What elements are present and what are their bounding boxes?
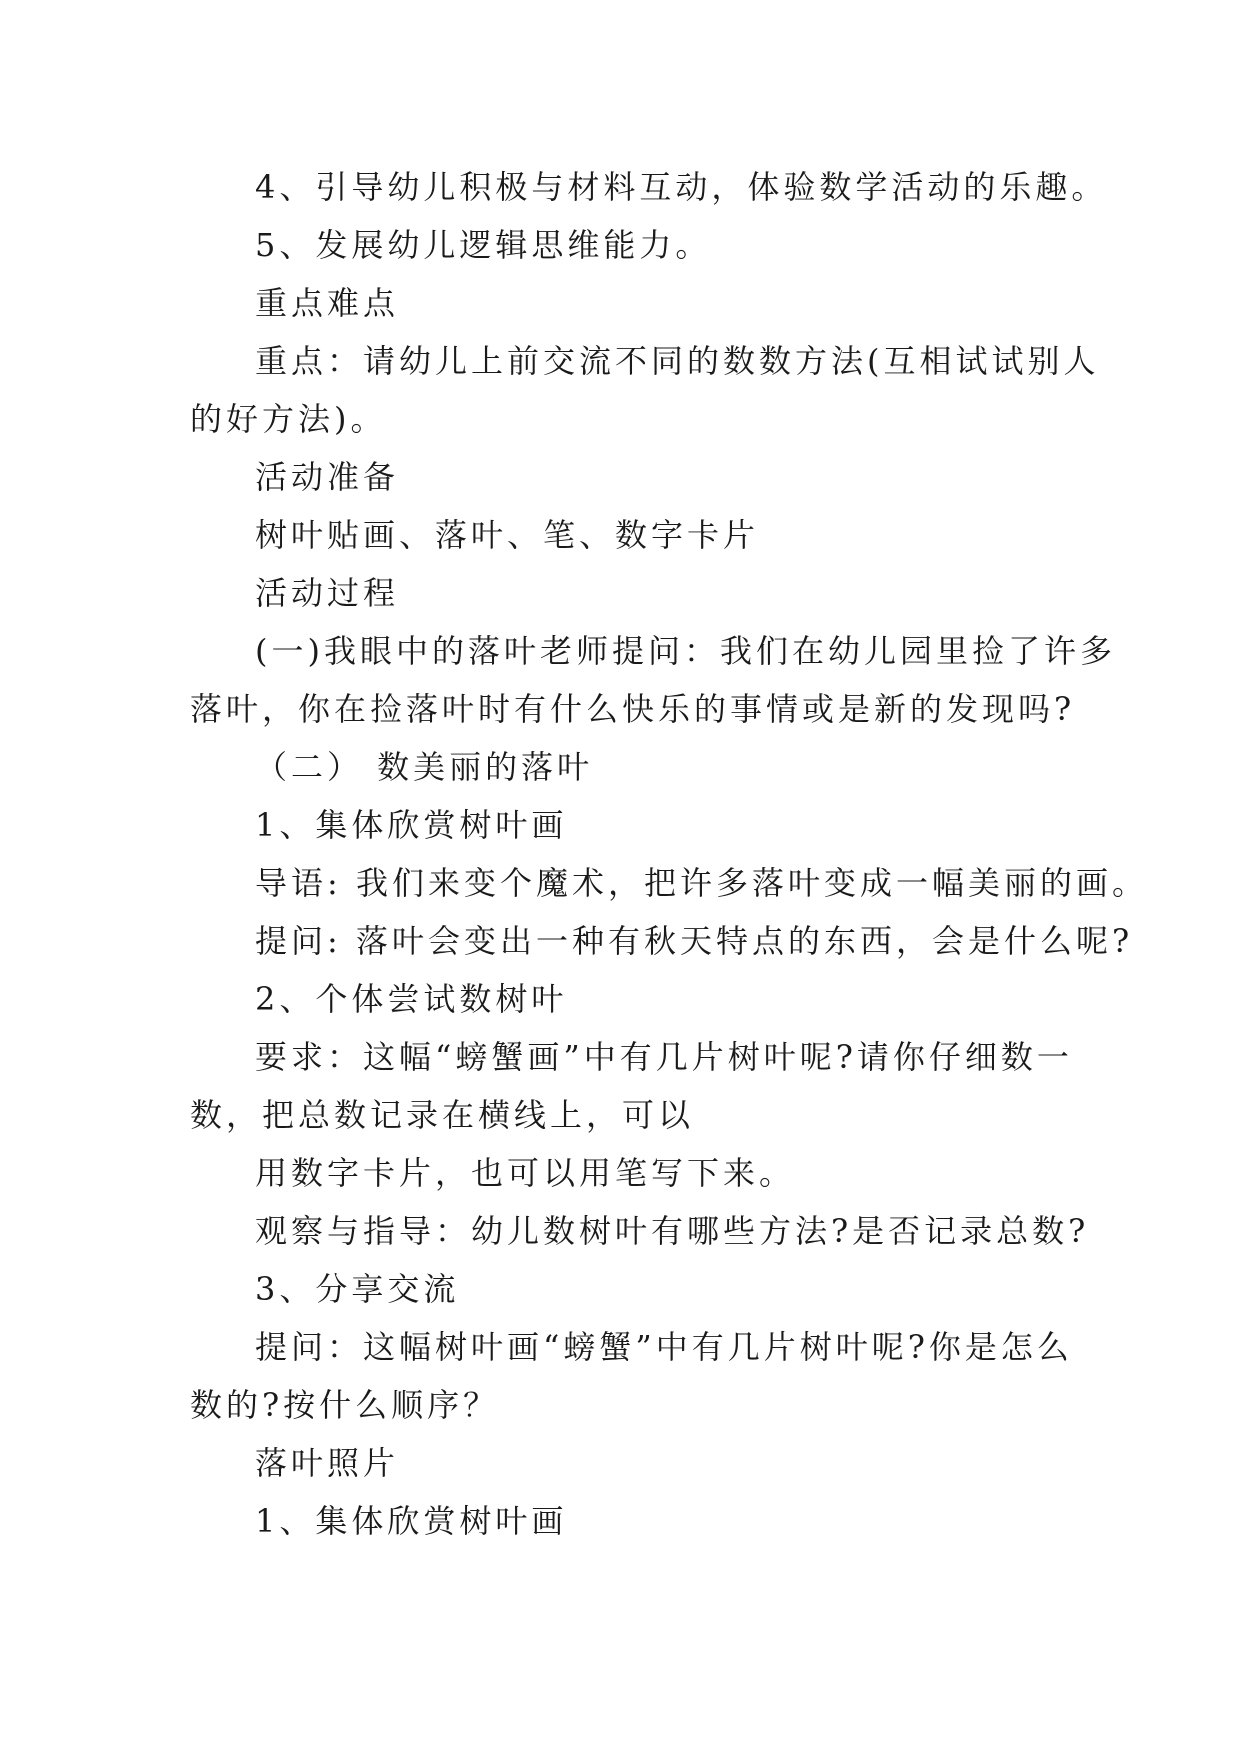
paragraph-appreciate-2: 1、集体欣赏树叶画 <box>255 1502 568 1540</box>
paragraph-observation: 观察与指导：幼儿数树叶有哪些方法?是否记录总数? <box>255 1212 1090 1250</box>
paragraph-share: 3、分享交流 <box>255 1270 460 1308</box>
paragraph-goal-5: 5、发展幼儿逻辑思维能力。 <box>255 226 712 264</box>
heading-key-points: 重点难点 <box>255 284 400 322</box>
document-body <box>190 158 1148 1550</box>
paragraph-question: 提问: 落叶会变出一种有秋天特点的东西，会是什么呢? <box>255 922 1134 960</box>
paragraph-intro: 导语: 我们来变个魔术，把许多落叶变成一幅美丽的画。 <box>255 864 1148 902</box>
paragraph-requirement-cont: 数，把总数记录在横线上，可以 <box>190 1096 695 1134</box>
paragraph-step-1: (一)我眼中的落叶老师提问：我们在幼儿园里捡了许多 <box>255 632 1116 670</box>
paragraph-requirement: 要求：这幅“螃蟹画”中有几片树叶呢?请你仔细数一 <box>255 1038 1073 1076</box>
paragraph-requirement-cont-2: 用数字卡片，也可以用笔写下来。 <box>255 1154 796 1192</box>
heading-photos: 落叶照片 <box>255 1444 400 1482</box>
heading-process: 活动过程 <box>255 574 400 612</box>
paragraph-step-1-cont: 落叶，你在捡落叶时有什么快乐的事情或是新的发现吗? <box>190 690 1076 728</box>
heading-step-2: （二） 数美丽的落叶 <box>255 748 594 786</box>
paragraph-key-point: 重点：请幼儿上前交流不同的数数方法(互相试试别人 <box>255 342 1100 380</box>
paragraph-materials: 树叶贴画、落叶、笔、数字卡片 <box>255 516 760 554</box>
paragraph-appreciate: 1、集体欣赏树叶画 <box>255 806 568 844</box>
paragraph-share-question-cont: 数的?按什么顺序？ <box>190 1386 500 1424</box>
paragraph-share-question: 提问：这幅树叶画“螃蟹”中有几片树叶呢?你是怎么 <box>255 1328 1073 1366</box>
heading-preparation: 活动准备 <box>255 458 400 496</box>
paragraph-key-point-cont: 的好方法)。 <box>190 400 387 438</box>
paragraph-try-count: 2、个体尝试数树叶 <box>255 980 568 1018</box>
paragraph-goal-4: 4、引导幼儿积极与材料互动，体验数学活动的乐趣。 <box>255 168 1108 206</box>
